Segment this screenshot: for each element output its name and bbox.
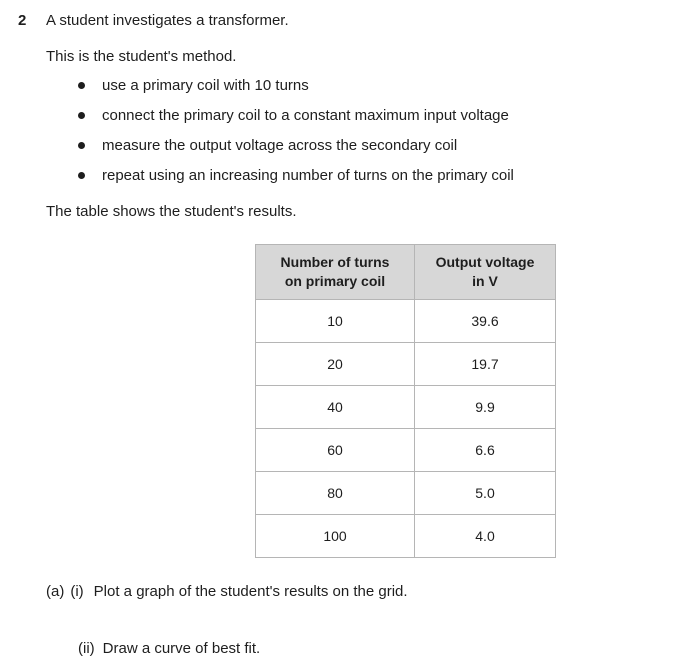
question-number: 2 [18, 12, 27, 29]
table-header-row [256, 245, 556, 300]
turns-cell: 10 [256, 300, 415, 343]
question-intro: A student investigates a transformer. [46, 12, 289, 29]
method-step-text: connect the primary coil to a constant maximum input voltage [102, 107, 509, 124]
part-ii-label: (ii) [78, 640, 95, 657]
turns-cell: 40 [256, 386, 415, 429]
table-row [256, 386, 556, 429]
method-steps-list [78, 74, 514, 194]
table-row [256, 300, 556, 343]
method-step-text: use a primary coil with 10 turns [102, 77, 309, 94]
voltage-cell: 4.0 [415, 515, 556, 558]
table-row [256, 429, 556, 472]
method-step [78, 134, 514, 164]
results-table [255, 244, 556, 558]
voltage-cell: 5.0 [415, 472, 556, 515]
part-a-label: (a) [46, 583, 65, 600]
header-line: on primary coil [284, 273, 386, 289]
bullet-dot-icon [78, 172, 85, 179]
voltage-cell: 39.6 [415, 300, 556, 343]
header-line: Number of turns [280, 254, 390, 270]
header-voltage [415, 245, 556, 300]
part-i-label: (i) [70, 583, 84, 600]
part-i-text: Plot a graph of the student's results on the grid. [93, 583, 408, 600]
bullet-dot-icon [78, 142, 85, 149]
header-turns [256, 245, 415, 300]
table-intro: The table shows the student's results. [46, 203, 297, 220]
method-step-text: repeat using an increasing number of turns on the primary coil [102, 167, 514, 184]
header-line: Output voltage [435, 254, 535, 270]
method-step [78, 164, 514, 194]
part-ii-text: Draw a curve of best fit. [102, 640, 261, 657]
part-a-ii [78, 640, 260, 657]
voltage-cell: 9.9 [415, 386, 556, 429]
table-row [256, 515, 556, 558]
turns-cell: 80 [256, 472, 415, 515]
turns-cell: 100 [256, 515, 415, 558]
table-row [256, 472, 556, 515]
method-step [78, 74, 514, 104]
part-a-i [46, 583, 408, 600]
method-step [78, 104, 514, 134]
method-step-text: measure the output voltage across the secondary coil [102, 137, 458, 154]
voltage-cell: 19.7 [415, 343, 556, 386]
turns-cell: 20 [256, 343, 415, 386]
voltage-cell: 6.6 [415, 429, 556, 472]
turns-cell: 60 [256, 429, 415, 472]
method-intro: This is the student's method. [46, 48, 237, 65]
bullet-dot-icon [78, 112, 85, 119]
bullet-dot-icon [78, 82, 85, 89]
header-line: in V [472, 273, 498, 289]
table-row [256, 343, 556, 386]
